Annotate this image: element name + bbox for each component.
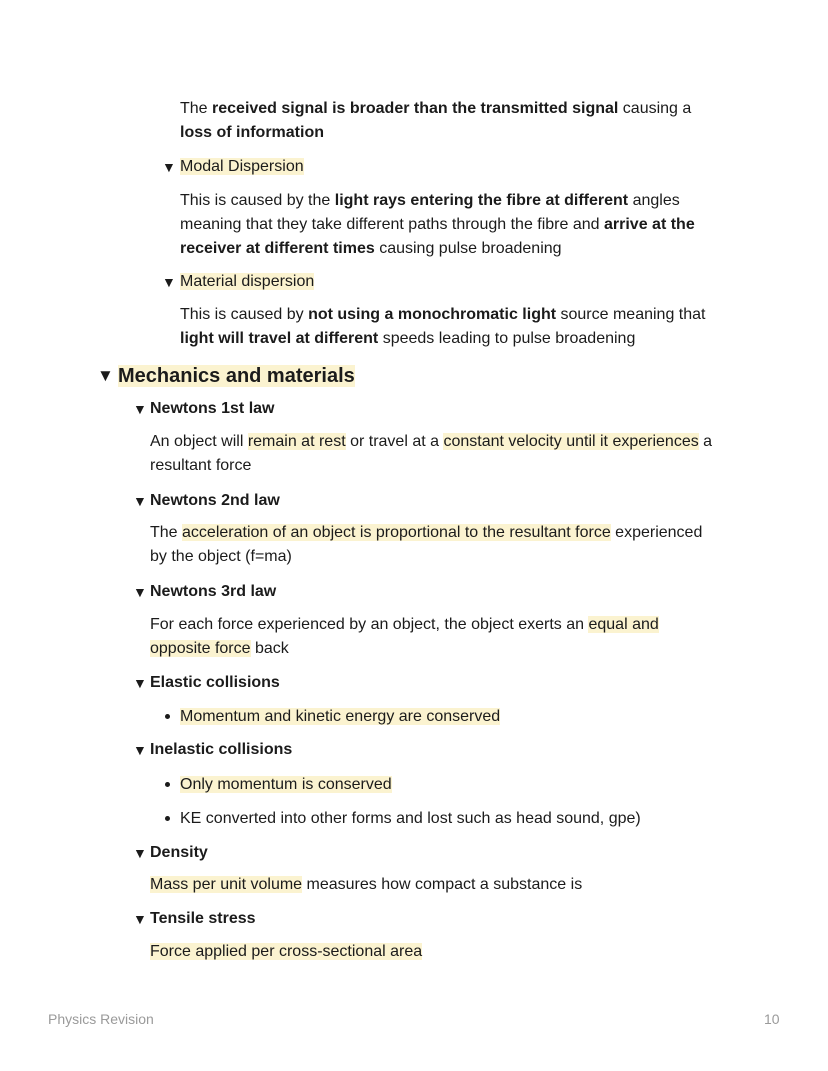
toggle-triangle-icon[interactable]: ▼	[162, 159, 176, 175]
bold-text: not using a monochromatic light	[308, 306, 557, 323]
footer-document-title: Physics Revision	[48, 1011, 154, 1027]
toggle-title-material-dispersion[interactable]	[180, 270, 314, 294]
toggle-triangle-icon[interactable]: ▼	[162, 274, 176, 290]
highlighted-text: constant velocity until it experiences	[443, 433, 699, 450]
toggle-title-inelastic-collisions[interactable]: Inelastic collisions	[150, 741, 293, 758]
bold-text: received signal is broader than the transmitted signal	[212, 100, 619, 117]
text: This is caused by	[180, 306, 309, 323]
toggle-title-newtons-3rd-law[interactable]: Newtons 3rd law	[150, 583, 277, 600]
bullet-dot-icon	[165, 714, 170, 719]
highlighted-text: remain at rest	[247, 433, 346, 450]
highlighted-text: Mass per unit volume	[150, 876, 303, 893]
toggle-triangle-icon[interactable]: ▼	[133, 675, 147, 691]
section-heading-mechanics[interactable]	[118, 362, 355, 390]
toggle-triangle-icon[interactable]: ▼	[133, 584, 147, 600]
bold-text: light rays entering the fibre at different	[334, 192, 629, 209]
tensile-line-1	[150, 940, 422, 964]
toggle-triangle-icon[interactable]: ▼	[133, 742, 147, 758]
highlighted-text: Modal Dispersion	[180, 158, 304, 175]
newton1-line-1	[150, 430, 712, 454]
density-line-1	[150, 873, 582, 897]
text: back	[250, 640, 289, 657]
text: An object will	[150, 433, 248, 450]
text: measures how compact a substance is	[302, 876, 583, 893]
modal-line-2	[180, 213, 695, 237]
newton1-line-2: resultant force	[150, 457, 252, 474]
text: This is caused by the	[180, 192, 335, 209]
text: source meaning that	[556, 306, 706, 323]
newton2-line-2: by the object (f=ma)	[150, 548, 292, 565]
highlighted-text: Only momentum is conserved	[180, 776, 392, 793]
toggle-title-newtons-1st-law[interactable]: Newtons 1st law	[150, 400, 275, 417]
text: The	[180, 100, 213, 117]
modal-line-1	[180, 189, 680, 213]
text: speeds leading to pulse broadening	[378, 330, 636, 347]
newton2-line-1	[150, 521, 702, 545]
highlighted-text: equal and	[588, 616, 659, 633]
text: angles	[628, 192, 680, 209]
bold-text: receiver at different times	[180, 240, 375, 257]
newton3-line-1	[150, 613, 659, 637]
list-item	[180, 807, 641, 831]
intro-line-1	[180, 97, 691, 121]
bullet-dot-icon	[165, 782, 170, 787]
newton3-line-2	[150, 637, 289, 661]
list-item	[180, 705, 500, 729]
text: or travel at a	[345, 433, 444, 450]
text: The	[150, 524, 183, 541]
material-line-2	[180, 327, 635, 351]
toggle-title-newtons-2nd-law[interactable]: Newtons 2nd law	[150, 492, 280, 509]
modal-line-3	[180, 237, 562, 261]
text: causing a	[618, 100, 692, 117]
text: KE converted into other forms and lost such as head sound, gpe)	[180, 810, 641, 827]
text: For each force experienced by an object, the object exerts an	[150, 616, 589, 633]
highlighted-text: Mechanics and materials	[118, 365, 355, 387]
intro-line-2	[180, 121, 324, 145]
bold-text: light will travel at different	[180, 330, 379, 347]
highlighted-text: Material dispersion	[180, 273, 315, 290]
highlighted-text: Force applied per cross-sectional area	[150, 943, 423, 960]
toggle-triangle-icon[interactable]: ▼	[133, 493, 147, 509]
text: experienced	[610, 524, 703, 541]
toggle-triangle-icon[interactable]: ▼	[133, 845, 147, 861]
text: meaning that they take different paths through the fibre and	[180, 216, 604, 233]
bullet-dot-icon	[165, 816, 170, 821]
toggle-title-modal-dispersion[interactable]	[180, 155, 304, 179]
toggle-triangle-icon[interactable]: ▼	[97, 366, 114, 385]
toggle-title-density[interactable]: Density	[150, 844, 208, 861]
list-item	[180, 773, 392, 797]
toggle-triangle-icon[interactable]: ▼	[133, 911, 147, 927]
highlighted-text: Momentum and kinetic energy are conserved	[180, 708, 501, 725]
footer-page-number: 10	[764, 1011, 780, 1027]
bold-text: loss of information	[180, 124, 324, 141]
highlighted-text: acceleration of an object is proportional to the resultant force	[182, 524, 611, 541]
text: causing pulse broadening	[374, 240, 562, 257]
text: a	[698, 433, 713, 450]
toggle-triangle-icon[interactable]: ▼	[133, 401, 147, 417]
material-line-1	[180, 303, 705, 327]
bold-text: arrive at the	[604, 216, 695, 233]
highlighted-text: opposite force	[150, 640, 251, 657]
toggle-title-tensile-stress[interactable]: Tensile stress	[150, 910, 256, 927]
toggle-title-elastic-collisions[interactable]: Elastic collisions	[150, 674, 280, 691]
